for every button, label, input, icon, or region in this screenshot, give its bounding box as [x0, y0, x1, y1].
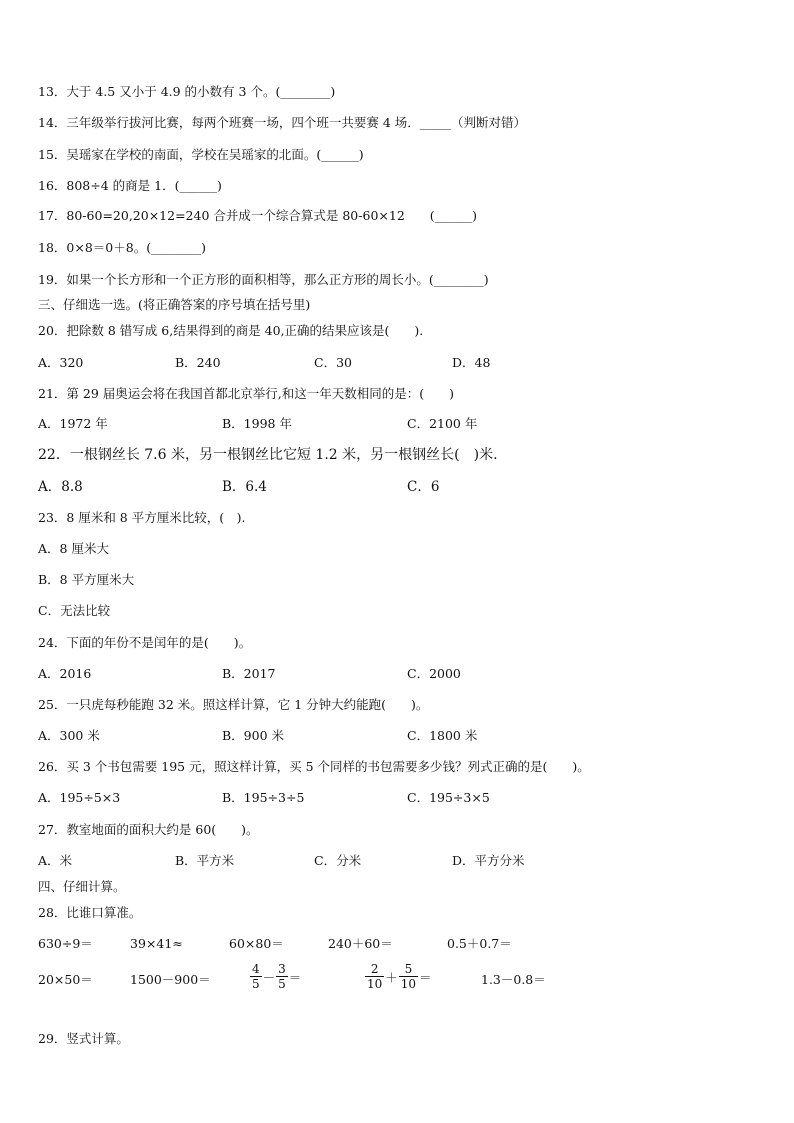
option-20c: C．30 — [314, 355, 352, 370]
equals-sign: ＝ — [419, 969, 432, 985]
option-21c: C．2100 年 — [407, 416, 478, 431]
question-13: 13．大于 4.5 又小于 4.9 的小数有 3 个。(________) — [38, 84, 336, 99]
option-24a: A．2016 — [38, 666, 92, 681]
question-22: 22．一根钢丝长 7.6 米，另一根钢丝比它短 1.2 米，另一根钢丝长( )米. — [38, 447, 498, 463]
option-20a: A．320 — [38, 355, 84, 370]
option-25c: C．1800 米 — [407, 728, 478, 743]
question-20: 20．把除数 8 错写成 6,结果得到的商是 40,正确的结果应该是( ). — [38, 323, 424, 338]
option-20b: B．240 — [175, 355, 221, 370]
calc-item: 240＋60＝ — [328, 936, 393, 951]
option-25b: B．900 米 — [222, 728, 285, 743]
question-19: 19．如果一个长方形和一个正方形的面积相等，那么正方形的周长小。(________) — [38, 272, 489, 287]
option-22a: A．8.8 — [38, 479, 83, 495]
option-27d: D．平方分米 — [452, 853, 525, 868]
option-24c: C．2000 — [407, 666, 461, 681]
question-16: 16．808÷4 的商是 1．(______) — [38, 178, 222, 193]
question-26: 26．买 3 个书包需要 195 元，照这样计算，买 5 个同样的书包需要多少钱？列式正确的是( )。 — [38, 759, 590, 774]
fraction-expression-2 — [364, 962, 432, 991]
option-27b: B．平方米 — [175, 853, 235, 868]
option-23a: A．8 厘米大 — [38, 541, 109, 556]
option-27a: A．米 — [38, 853, 73, 868]
calc-item: 20×50＝ — [38, 972, 93, 987]
question-28: 28．比谁口算准。 — [38, 905, 142, 920]
option-23b: B．8 平方厘米大 — [38, 572, 135, 587]
question-21: 21．第 29 届奥运会将在我国首都北京举行,和这一年天数相同的是：( ) — [38, 386, 454, 401]
option-22c: C．6 — [407, 479, 440, 495]
option-26b: B．195÷3÷5 — [222, 790, 305, 805]
calc-item: 1500－900＝ — [130, 972, 211, 987]
question-18: 18．0×8＝0＋8。(________) — [38, 240, 206, 255]
option-25a: A．300 米 — [38, 728, 100, 743]
calc-item: 1.3－0.8＝ — [481, 972, 546, 987]
operator: ＋ — [385, 969, 398, 985]
section-heading-3: 三、仔细选一选。(将正确答案的序号填在括号里) — [38, 297, 311, 312]
section-heading-4: 四、仔细计算。 — [38, 879, 126, 894]
fraction: $\frac{4}{5}$ — [252, 962, 260, 991]
option-23c: C．无法比较 — [38, 603, 111, 618]
fraction: $\frac{3}{5}$ — [278, 962, 286, 991]
equals-sign: ＝ — [288, 969, 302, 985]
question-24: 24．下面的年份不是闰年的是( )。 — [38, 635, 252, 650]
calc-item: 39×41≈ — [130, 936, 183, 951]
question-17: 17．80-60=20,20×12=240 合并成一个综合算式是 80-60×12 (______) — [38, 208, 478, 223]
question-14: 14．三年级举行拔河比赛，每两个班赛一场，四个班一共要赛 4 场．_____（判断对错） — [38, 115, 527, 130]
option-26a: A．195÷5×3 — [38, 790, 121, 805]
option-22b: B．6.4 — [222, 479, 267, 495]
question-27: 27．教室地面的面积大约是 60( )。 — [38, 822, 259, 837]
calc-item: 60×80＝ — [229, 936, 284, 951]
question-25: 25．一只虎每秒能跑 32 米。照这样计算，它 1 分钟大约能跑( )。 — [38, 697, 429, 712]
option-20d: D．48 — [452, 355, 491, 370]
fraction-expression-1 — [249, 962, 301, 991]
option-21b: B．1998 年 — [222, 416, 292, 431]
option-21a: A．1972 年 — [38, 416, 108, 431]
question-15: 15．吴瑶家在学校的南面，学校在吴瑶家的北面。(______) — [38, 147, 364, 162]
question-23: 23．8 厘米和 8 平方厘米比较，( ). — [38, 510, 246, 525]
option-24b: B．2017 — [222, 666, 276, 681]
option-26c: C．195÷3×5 — [407, 790, 490, 805]
option-27c: C．分米 — [314, 853, 362, 868]
fraction: $\frac{2}{10}$ — [367, 962, 383, 991]
calc-item: 0.5＋0.7＝ — [447, 936, 512, 951]
question-29: 29．竖式计算。 — [38, 1031, 129, 1046]
fraction: $\frac{5}{10}$ — [400, 962, 417, 991]
operator: － — [262, 969, 276, 985]
calc-item: 630÷9＝ — [38, 936, 93, 951]
